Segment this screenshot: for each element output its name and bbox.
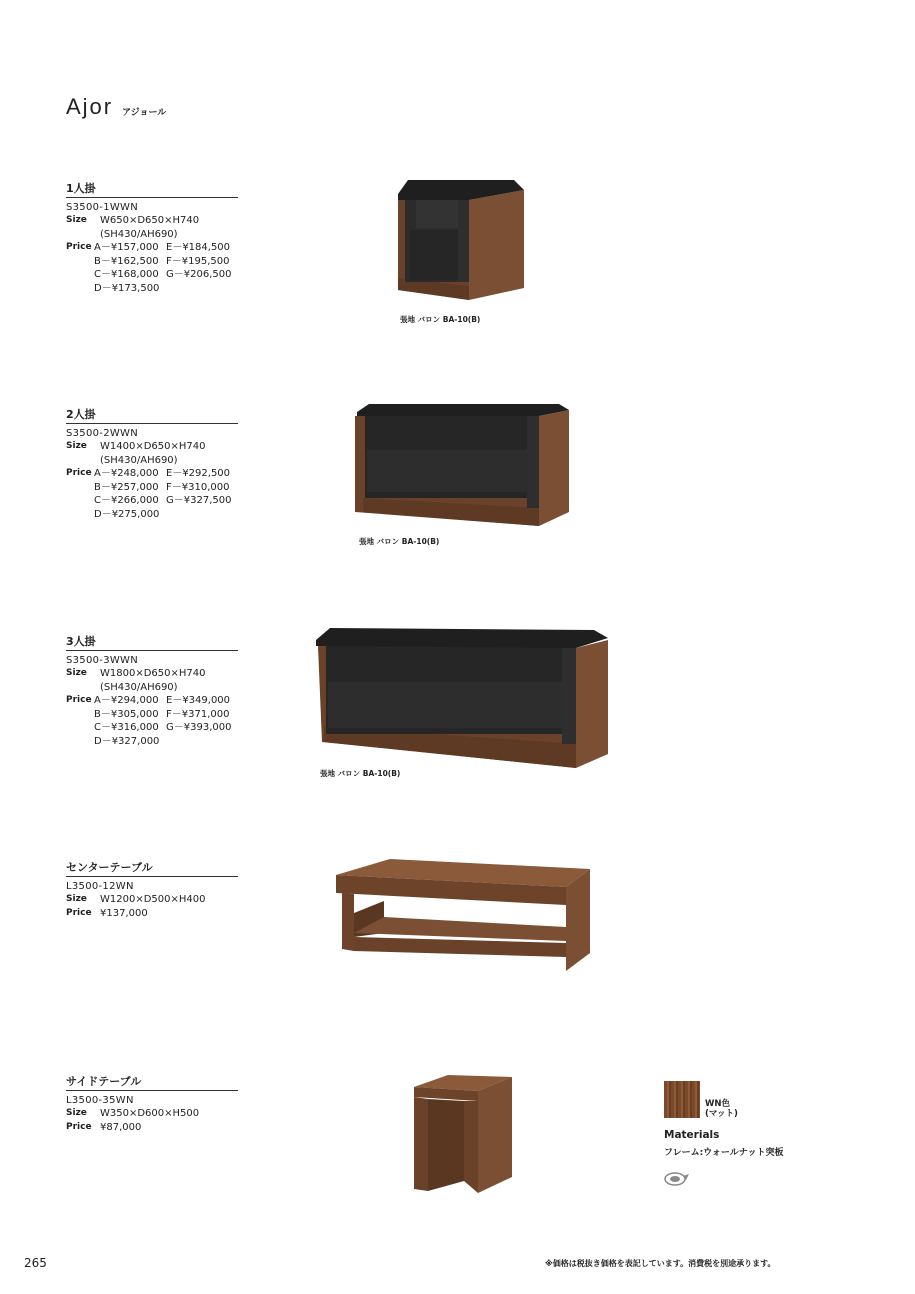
price-item: B－¥162,500 xyxy=(94,255,159,267)
product-name: 3人掛 xyxy=(66,635,238,651)
fabric-caption: 張地 バロン BA-10(B) xyxy=(400,315,481,324)
materials-title: Materials xyxy=(664,1129,720,1141)
price-grid xyxy=(94,467,238,521)
product-2-spec xyxy=(66,408,238,521)
price-item: E－¥292,500 xyxy=(166,468,231,479)
product-size: W350×D600×H500 xyxy=(100,1108,200,1119)
price-item xyxy=(166,735,238,749)
price-grid xyxy=(94,694,238,748)
price-item: C－¥316,000 xyxy=(94,722,159,733)
price-item: G－¥393,000 xyxy=(166,722,232,733)
materials-text: フレーム:ウォールナット突板 xyxy=(664,1148,784,1158)
price-grid xyxy=(94,241,238,295)
product-1-spec xyxy=(66,182,238,295)
product-name: サイドテーブル xyxy=(66,1075,238,1091)
product-price: ¥87,000 xyxy=(100,1121,142,1133)
fabric-caption: 張地 バロン BA-10(B) xyxy=(320,769,401,778)
size-label: Size xyxy=(66,894,87,904)
size-label: Size xyxy=(66,1108,87,1118)
price-item: F－¥310,000 xyxy=(166,481,230,493)
product-size-sub: (SH430/AH690) xyxy=(100,681,178,693)
product-model: S3500-2WWN xyxy=(66,427,139,439)
three-seat-sofa-image xyxy=(314,626,610,770)
product-size-sub: (SH430/AH690) xyxy=(100,454,178,466)
price-item xyxy=(166,282,238,296)
price-item: A－¥294,000 xyxy=(94,695,159,706)
product-size-sub: (SH430/AH690) xyxy=(100,228,178,240)
price-item: D－¥173,500 xyxy=(94,282,160,294)
price-footnote: ※価格は税抜き価格を表記しています。消費税を別途承ります。 xyxy=(545,1259,776,1268)
size-label: Size xyxy=(66,441,87,451)
product-4-spec xyxy=(66,861,238,920)
price-item xyxy=(166,508,238,522)
size-label: Size xyxy=(66,215,87,225)
eco-mark-icon xyxy=(664,1172,690,1186)
swatch-label xyxy=(705,1099,738,1119)
page-title: Ajor xyxy=(66,94,114,119)
product-model: L3500-35WN xyxy=(66,1094,134,1106)
product-model: S3500-1WWN xyxy=(66,201,139,213)
product-size: W650×D650×H740 xyxy=(100,215,200,226)
fabric-caption: 張地 バロン BA-10(B) xyxy=(359,537,440,546)
price-item: C－¥266,000 xyxy=(94,495,159,506)
product-name: センターテーブル xyxy=(66,861,238,877)
price-item: E－¥184,500 xyxy=(166,242,231,253)
size-label: Size xyxy=(66,668,87,678)
price-label: Price xyxy=(66,695,92,705)
price-item: B－¥257,000 xyxy=(94,481,159,493)
product-5-spec xyxy=(66,1075,238,1134)
price-label: Price xyxy=(66,1121,92,1132)
price-item: B－¥305,000 xyxy=(94,708,159,720)
product-price: ¥137,000 xyxy=(100,907,148,919)
price-item: A－¥157,000 xyxy=(94,242,159,253)
price-label: Price xyxy=(66,242,92,252)
product-size: W1200×D500×H400 xyxy=(100,894,206,905)
walnut-swatch xyxy=(664,1081,700,1118)
product-size: W1400×D650×H740 xyxy=(100,441,206,452)
price-item: F－¥195,500 xyxy=(166,255,230,267)
product-3-spec xyxy=(66,635,238,748)
price-item: D－¥327,000 xyxy=(94,735,160,747)
center-table-image xyxy=(334,857,592,973)
price-item: A－¥248,000 xyxy=(94,468,159,479)
side-table-image xyxy=(412,1073,516,1195)
page-title-kana: アジョール xyxy=(122,108,167,118)
price-label: Price xyxy=(66,907,92,918)
product-model: L3500-12WN xyxy=(66,880,134,892)
product-name: 2人掛 xyxy=(66,408,238,424)
price-item: G－¥327,500 xyxy=(166,495,232,506)
price-item: D－¥275,000 xyxy=(94,508,160,520)
price-item: F－¥371,000 xyxy=(166,708,230,720)
product-name: 1人掛 xyxy=(66,182,238,198)
product-model: S3500-3WWN xyxy=(66,654,139,666)
swatch-label-color: WN色 xyxy=(705,1099,730,1109)
price-item: C－¥168,000 xyxy=(94,269,159,280)
page-number: 265 xyxy=(24,1256,47,1270)
product-size: W1800×D650×H740 xyxy=(100,668,206,679)
price-item: E－¥349,000 xyxy=(166,695,231,706)
price-label: Price xyxy=(66,468,92,478)
two-seat-sofa-image xyxy=(353,402,571,528)
armchair-image xyxy=(396,178,526,306)
price-item: G－¥206,500 xyxy=(166,269,232,280)
swatch-label-finish: (マット) xyxy=(705,1109,738,1119)
